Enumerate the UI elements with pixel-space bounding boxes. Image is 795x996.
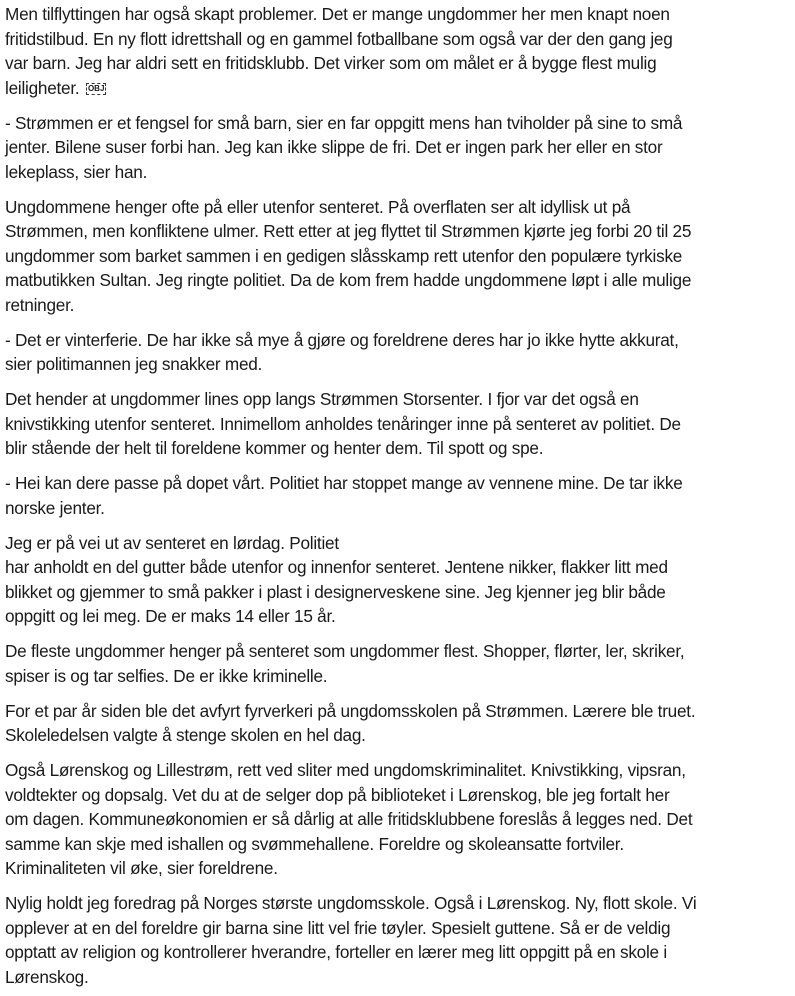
paragraph: [5, 531, 789, 629]
text-line: Strømmen, men konfliktene ulmer. Rett etter at jeg flyttet til Strømmen kjørte jeg forbi 20 til 25: [5, 221, 692, 241]
text-line: norske jenter.: [5, 497, 105, 518]
text-line: opplever at en del foreldre gir barna sine litt vel frie tøyler. Spesielt guttene. Så er de veldig: [5, 917, 671, 938]
text-line: jenter. Bilene suser forbi han. Jeg kan ikke slippe de fri. Det er ingen park her eller en stor: [5, 137, 663, 157]
text-line: - Hei kan dere passe på dopet vårt. Politiet har stoppet mange av vennene mine. De tar ikke: [5, 473, 683, 493]
text-line-with-object: [5, 76, 789, 101]
text-line: Nylig holdt jeg foredrag på Norges største ungdomsskole. Også i Lørenskog. Ny, flott skole. Vi: [5, 893, 697, 913]
text-line: ungdommer som barket sammen i en gedigen slåsskamp rett utenfor den populære tyrkiske: [5, 245, 683, 266]
paragraph: [5, 471, 789, 520]
text-line: opptatt av religion og kontrollerer hverandre, forteller en lærer meg litt oppgitt på en skole i: [5, 942, 667, 962]
text-line: oppgitt og lei meg. De er maks 14 eller 15 år.: [5, 606, 336, 626]
text-line: leiligheter.: [5, 77, 80, 98]
text-line: - Det er vinterferie. De har ikke så mye å gjøre og foreldrene deres har jo ikke hytte akkurat,: [5, 329, 679, 350]
paragraph: [5, 195, 789, 318]
text-line: Men tilflyttingen har også skapt problemer. Det er mange ungdommer her men knapt noen: [5, 4, 670, 24]
text-line: spiser is og tar selfies. De er ikke kriminelle.: [5, 665, 328, 686]
paragraph: [5, 758, 789, 881]
text-line: var barn. Jeg har aldri sett en fritidsklubb. Det virker som om målet er å bygge flest mulig: [5, 53, 657, 73]
text-line: fritidstilbud. En ny flott idrettshall og en gammel fotballbane som også var der den gang jeg: [5, 28, 673, 49]
text-line: retninger.: [5, 294, 75, 315]
paragraph: [5, 111, 789, 185]
text-line: - Strømmen er et fengsel for små barn, sier en far oppgitt mens han tviholder på sine to små: [5, 112, 683, 133]
text-line: blir stående der helt til foreldene kommer og henter dem. Til spott og spe.: [5, 438, 544, 458]
text-line: Ungdommene henger ofte på eller utenfor senteret. På overflaten ser alt idyllisk ut på: [5, 196, 631, 217]
text-line: Også Lørenskog og Lillestrøm, rett ved sliter med ungdomskriminalitet. Knivstikking, vipsran,: [5, 760, 686, 780]
text-line: voldtekter og dopsalg. Vet du at de selger dop på biblioteket i Lørenskog, ble jeg fortalt her: [5, 784, 670, 805]
text-line: har anholdt en del gutter både utenfor og innenfor senteret. Jentene nikker, flakker litt med: [5, 557, 668, 577]
text-line: De fleste ungdommer henger på senteret som ungdommer flest. Shopper, flørter, ler, skriker,: [5, 641, 685, 661]
paragraph: [5, 387, 789, 461]
text-line: knivstikking utenfor senteret. Innimellom anholdes tenåringer inne på senteret av politiet. De: [5, 413, 681, 434]
paragraph: [5, 2, 789, 100]
text-line: Lørenskog.: [5, 966, 89, 987]
text-line: samme kan skje med ishallen og svømmehallene. Foreldre og skoleansatte fortviler.: [5, 833, 624, 854]
text-line: For et par år siden ble det avfyrt fyrverkeri på ungdomsskolen på Strømmen. Lærere ble truet.: [5, 700, 696, 721]
text-line: Skoleledelsen valgte å stenge skolen en hel dag.: [5, 725, 366, 745]
text-line: matbutikken Sultan. Jeg ringte politiet. Da de kom frem hadde ungdommene løpt i alle mulige: [5, 270, 692, 290]
paragraph: [5, 328, 789, 377]
paragraph: [5, 891, 789, 989]
text-line: Jeg er på vei ut av senteret en lørdag. Politiet: [5, 532, 339, 553]
text-line: Kriminaliteten vil øke, sier foreldrene.: [5, 858, 278, 878]
text-line: om dagen. Kommuneøkonomien er så dårlig at alle fritidsklubbene foreslås å legges ned. Det: [5, 809, 693, 829]
text-line: Det hender at ungdommer lines opp langs Strømmen Storsenter. I fjor var det også en: [5, 389, 639, 409]
text-line: sier politimannen jeg snakker med.: [5, 354, 263, 374]
text-line: blikket og gjemmer to små pakker i plast i designerveskene sine. Jeg kjenner jeg blir både: [5, 581, 666, 602]
text-line: lekeplass, sier han.: [5, 161, 148, 182]
paragraph: [5, 639, 789, 688]
embedded-object-placeholder-icon[interactable]: OBJ: [87, 83, 105, 93]
paragraph: [5, 699, 789, 748]
